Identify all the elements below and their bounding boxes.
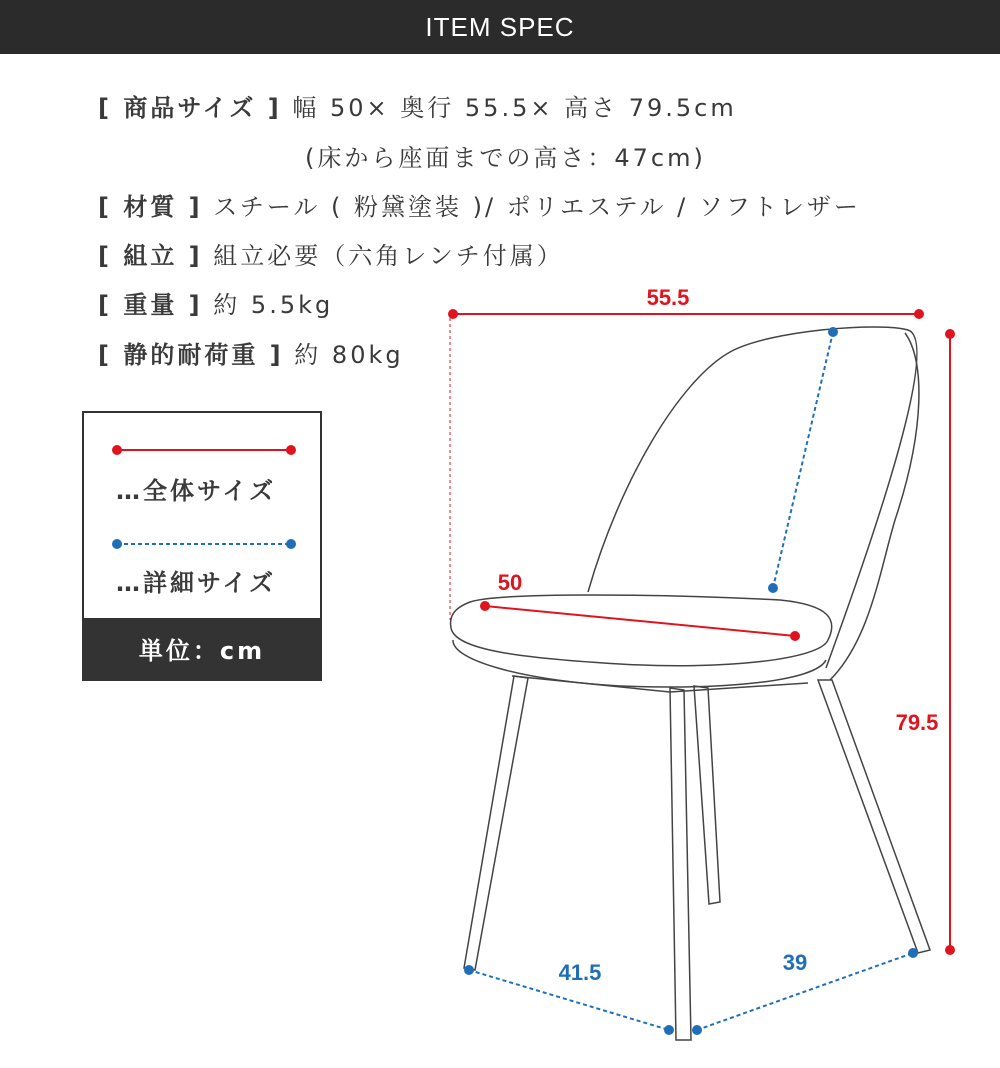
chair-backrest-side [830, 333, 919, 680]
dim-height-label: 79.5 [895, 710, 939, 735]
dim-base-left-label: 41.5 [558, 960, 602, 985]
spec-load-label: [ 静的耐荷重 ] [98, 341, 284, 369]
legend-detail-label: …詳細サイズ [116, 569, 277, 597]
spec-assembly-value: 組立必要（六角レンチ付属） [213, 242, 564, 270]
dim-depth-label: 55.5 [646, 285, 690, 310]
header-title: ITEM SPEC [425, 11, 575, 42]
spec-assembly-label: [ 組立 ] [98, 242, 203, 270]
dim-base-right-dot-end [908, 948, 918, 958]
dim-base-right-label: 39 [782, 950, 808, 975]
dim-depth-dot-left [448, 309, 458, 319]
spec-load-value: 約 80kg [294, 341, 404, 369]
dim-base-left-dot-end [664, 1025, 674, 1035]
dim-height-dot-bottom [945, 945, 955, 955]
legend-unit-label: 単位：cm [84, 618, 320, 679]
dim-backrest-line [773, 332, 833, 588]
dim-width-dot-left [480, 601, 490, 611]
legend-overall-label: …全体サイズ [116, 477, 277, 505]
spec-weight-value: 約 5.5kg [213, 291, 334, 319]
spec-weight-label: [ 重量 ] [98, 291, 203, 319]
chair-leg-back-left [694, 686, 720, 904]
spec-material-label: [ 材質 ] [98, 193, 203, 221]
dim-base-left-dot-start [464, 965, 474, 975]
spec-size-sub: (床から座面までの高さ：47cm) [305, 144, 706, 172]
chair-seat-bottom [453, 640, 826, 687]
dim-backrest-dot-bottom [768, 583, 778, 593]
spec-size-label: [ 商品サイズ ] [98, 94, 282, 122]
chair-frame [512, 676, 808, 692]
dim-height-dot-top [945, 329, 955, 339]
dim-depth-dot-right [914, 309, 924, 319]
dim-width-dot-right [790, 631, 800, 641]
spec-material-value: スチール ( 粉黛塗装 )/ ポリエステル / ソフトレザー [213, 193, 861, 221]
dim-backrest-dot-top [828, 327, 838, 337]
spec-size-value: 幅 50× 奥行 55.5× 高さ 79.5cm [292, 94, 737, 122]
chair-leg-front-center [670, 688, 691, 1040]
chair-seat-top [451, 595, 832, 666]
dim-width-label: 50 [497, 570, 523, 595]
chair-leg-front-left [464, 676, 528, 970]
dim-base-right-dot-start [692, 1025, 702, 1035]
dim-width-line [485, 606, 795, 636]
